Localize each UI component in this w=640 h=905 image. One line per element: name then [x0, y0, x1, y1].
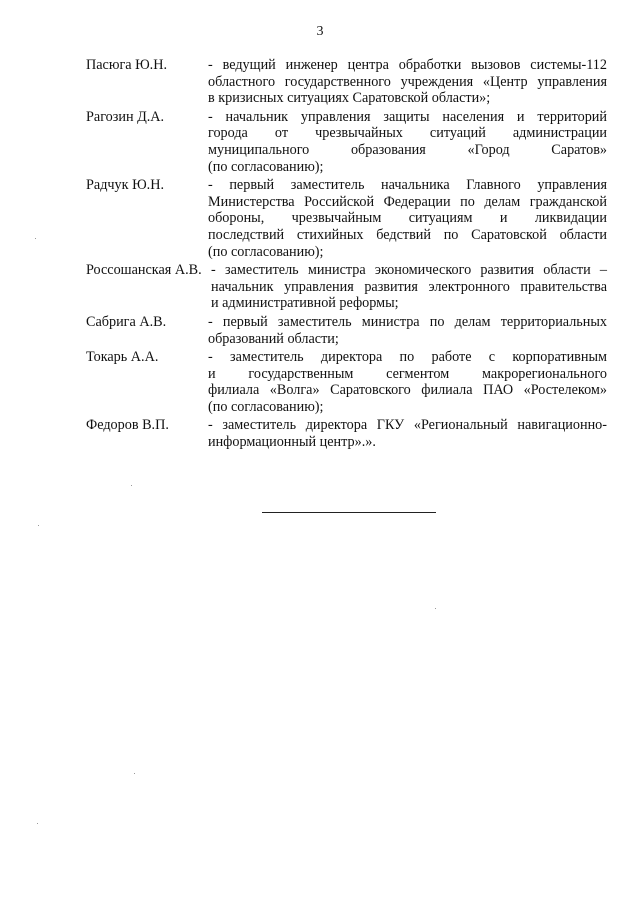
- member-entry: [0, 177, 640, 260]
- position-line: образований области;: [208, 330, 339, 347]
- scan-speck: [35, 238, 36, 239]
- position-line: информационный центр».».: [208, 434, 376, 451]
- scan-speck: [38, 525, 39, 526]
- member-name: Пасюга Ю.Н.: [86, 57, 168, 73]
- position-line: (по согласованию);: [208, 243, 324, 260]
- position-line: - первый заместитель начальника Главного управления: [208, 177, 607, 194]
- scan-speck: [134, 773, 135, 774]
- member-entry: [0, 314, 640, 347]
- position-line: в кризисных ситуациях Саратовской области»;: [208, 90, 491, 107]
- position-line: - заместитель министра экономического развития области –: [211, 262, 607, 279]
- member-name: Россошанская А.В.: [86, 262, 202, 279]
- position-line: и государственным сегментом макрорегионального: [208, 365, 607, 382]
- member-entry: [0, 262, 640, 312]
- scan-speck: [131, 485, 132, 486]
- position-line: - заместитель директора по работе с корпоративным: [208, 349, 607, 366]
- member-position: [208, 349, 607, 415]
- position-line: - ведущий инженер центра обработки вызовов системы-112: [208, 57, 607, 73]
- position-line: - первый заместитель министра по делам территориальных: [208, 313, 607, 330]
- member-entry: [0, 417, 640, 450]
- position-line: муниципального образования «Город Саратов»: [208, 141, 607, 158]
- member-name: Радчук Ю.Н.: [86, 177, 164, 194]
- position-line: Министерства Российской Федерации по делам гражданской: [208, 193, 607, 210]
- member-name: Сабрига А.В.: [86, 313, 167, 330]
- position-line: обороны, чрезвычайным ситуациям и ликвидации: [208, 210, 607, 227]
- scan-speck: [37, 823, 38, 824]
- position-line: областного государственного учреждения «Центр управления: [208, 73, 607, 90]
- position-line: филиала «Волга» Саратовского филиала ПАО «Ростелеком»: [208, 382, 607, 399]
- member-name: Токарь А.А.: [86, 349, 159, 366]
- position-line: города от чрезвычайных ситуаций администрации: [208, 125, 607, 142]
- member-position: [211, 262, 607, 312]
- member-entry: [0, 349, 640, 415]
- position-line: (по согласованию);: [208, 398, 324, 415]
- member-entry: [0, 109, 640, 175]
- closing-rule: [262, 512, 436, 513]
- scan-speck: [435, 608, 436, 609]
- member-position: [208, 57, 607, 107]
- page-number: 3: [316, 24, 324, 39]
- member-position: [208, 314, 607, 347]
- position-line: - заместитель директора ГКУ «Региональный навигационно-: [208, 417, 607, 434]
- member-name: Рагозин Д.А.: [86, 108, 165, 125]
- position-line: последствий стихийных бедствий по Саратовской области: [208, 226, 607, 243]
- position-line: и административной реформы;: [211, 295, 399, 312]
- member-position: [208, 177, 607, 260]
- member-position: [208, 109, 607, 175]
- member-position: [208, 417, 607, 450]
- position-line: начальник управления развития электронного правительства: [211, 278, 607, 295]
- members-list: [0, 57, 640, 453]
- member-name: Федоров В.П.: [86, 417, 169, 434]
- position-line: (по согласованию);: [208, 158, 324, 175]
- member-entry: [0, 57, 640, 107]
- position-line: - начальник управления защиты населения и территорий: [208, 108, 607, 125]
